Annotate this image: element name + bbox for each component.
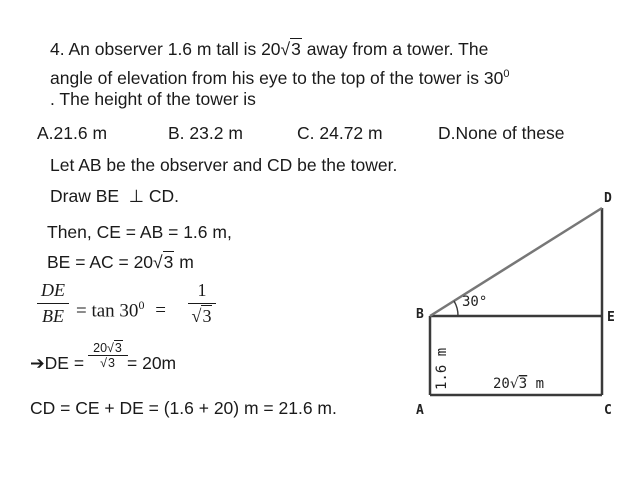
- sqrt-argument: 3: [202, 306, 212, 327]
- label-a: A: [416, 403, 424, 418]
- sqrt-argument: 3: [163, 252, 174, 272]
- degree-superscript: 0: [138, 298, 145, 312]
- sqrt-symbol: √3: [153, 252, 174, 272]
- step-6-result: = 20m: [127, 353, 177, 373]
- option-b: B. 23.2 m: [168, 123, 243, 143]
- sqrt-argument: 3: [291, 39, 301, 59]
- sqrt-symbol: √3: [280, 39, 301, 59]
- height-label: 1.6 m: [434, 347, 450, 390]
- solution-step-1: Let AB be the observer and CD be the tower.: [50, 155, 398, 175]
- sqrt-argument: 3: [107, 356, 115, 370]
- label-d: D: [604, 191, 612, 206]
- sqrt-argument: 3: [114, 341, 122, 355]
- line-bd: [430, 208, 602, 316]
- option-c: C. 24.72 m: [297, 123, 383, 143]
- question-line-3: . The height of the tower is: [50, 89, 256, 109]
- step-6-text-a: DE =: [44, 353, 85, 373]
- step-2-text-b: CD.: [148, 186, 180, 206]
- step-2-text-a: Draw BE: [50, 186, 120, 206]
- numerator-de: DE: [41, 280, 65, 300]
- option-a: A.21.6 m: [37, 123, 108, 143]
- solution-step-3: Then, CE = AB = 1.6 m,: [47, 222, 232, 242]
- question-text-2: angle of elevation from his eye to the top of the tower is 30: [50, 67, 504, 88]
- base-label: 20√3 m: [493, 376, 545, 392]
- question-text-1b: away from a tower. The: [301, 39, 489, 59]
- denominator-root3: √3: [100, 356, 115, 370]
- denominator-root3: √3: [191, 306, 212, 327]
- angle-arc: [454, 301, 458, 316]
- option-d: D.None of these: [438, 123, 565, 143]
- solution-final: CD = CE + DE = (1.6 + 20) m = 21.6 m.: [30, 398, 337, 418]
- step-4-text-a: BE = AC = 20: [47, 252, 154, 272]
- label-e: E: [607, 310, 615, 325]
- label-b: B: [416, 307, 424, 322]
- arrow-icon: ➔: [30, 354, 45, 374]
- equation-tan-text: = tan 30: [76, 300, 139, 322]
- label-c: C: [604, 403, 612, 418]
- numerator-one: 1: [197, 280, 207, 300]
- denominator-be: BE: [42, 306, 64, 327]
- numerator-20root3: 20√3: [93, 341, 122, 355]
- angle-label: 30°: [462, 294, 488, 310]
- equals-sign: =: [155, 300, 166, 322]
- step-4-text-b: m: [174, 252, 194, 272]
- perpendicular-symbol: ⊥: [128, 186, 145, 206]
- question-text-1a: 4. An observer 1.6 m tall is 20: [50, 39, 281, 59]
- degree-superscript: 0: [503, 68, 510, 80]
- numerator-value: 20: [93, 341, 108, 355]
